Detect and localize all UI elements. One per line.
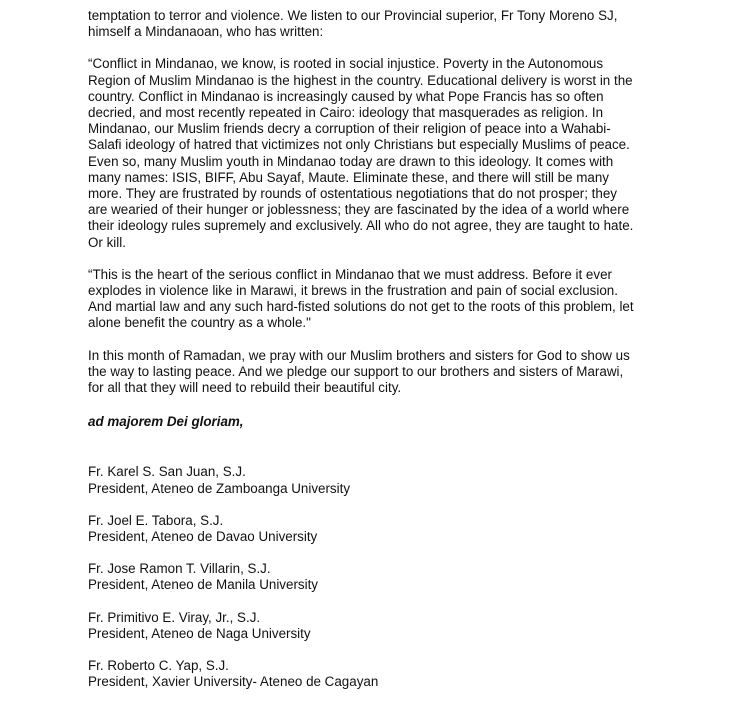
- signatory-title: President, Ateneo de Davao University: [88, 529, 318, 545]
- signatory-xavier: [88, 658, 688, 690]
- signatory-naga: [88, 610, 688, 642]
- signatory-zamboanga: [88, 464, 688, 496]
- signatory-name: Fr. Primitivo E. Viray, Jr., S.J.: [88, 609, 261, 625]
- signatory-title: President, Ateneo de Manila University: [88, 577, 318, 593]
- signatory-title: President, Ateneo de Naga University: [88, 625, 311, 641]
- paragraph-intro: temptation to terror and violence. We listen to our Provincial superior, Fr Tony Moreno SJ, himself a Mindanaoan, who has written:: [88, 8, 618, 40]
- signatory-title: President, Ateneo de Zamboanga University: [88, 480, 351, 496]
- signatories: [88, 464, 688, 690]
- sign-off: ad majorem Dei gloriam,: [88, 414, 244, 430]
- signatory-title: President, Xavier University- Ateneo de Cagayan: [88, 674, 379, 690]
- signatory-name: Fr. Joel E. Tabora, S.J.: [88, 512, 224, 528]
- signatory-name: Fr. Roberto C. Yap, S.J.: [88, 658, 229, 674]
- signatory-davao: [88, 513, 688, 545]
- signatory-manila: [88, 561, 688, 593]
- paragraph-quote-heart: “This is the heart of the serious conflict in Mindanao that we must address. Before it ever explodes in violence like in Marawi, it brews in the frustration and pain of social exclusion. And martial law and any such hard-fisted solutions do not get to the roots of this problem, let alone benefit the country as a whole.": [88, 266, 634, 331]
- letter-page: [88, 8, 688, 707]
- signatory-name: Fr. Jose Ramon T. Villarin, S.J.: [88, 561, 271, 577]
- paragraph-ramadan: In this month of Ramadan, we pray with our Muslim brothers and sisters for God to show us the way to lasting peace. And we pledge our support to our brothers and sisters of Marawi, for all that they will need to rebuild their beautiful city.: [88, 347, 630, 396]
- signatory-name: Fr. Karel S. San Juan, S.J.: [88, 464, 246, 480]
- paragraph-quote-conflict: “Conflict in Mindanao, we know, is rooted in social injustice. Poverty in the Autonomous Region of Muslim Mindanao is the highest in the country. Educational delivery is worst in the country. Conflict in Mindanao is increasingly caused by what Pope Francis has so often decried, and most recently repeated in Cairo: ideology that masquerades as religion. In Mindanao, our Muslim friends decry a corruption of their religion of peace into a Wahabi- Salafi ideology of hatred that victimizes not only Christians but especially Muslims of peace. Even so, many Muslim youth in Mindanao today are drawn to this ideology. It comes with many names: ISIS, BIFF, Abu Sayaf, Maute. Eliminate these, and there will still be many more. They are frustrated by rounds of ostentatious negotiations that do not prosper; they are wearied of their hunger or joblessness; they are fascinated by the idea of a world where their ideology rules supremely and exclusively. All who do not agree, they are taught to hate. Or kill.: [88, 56, 634, 250]
